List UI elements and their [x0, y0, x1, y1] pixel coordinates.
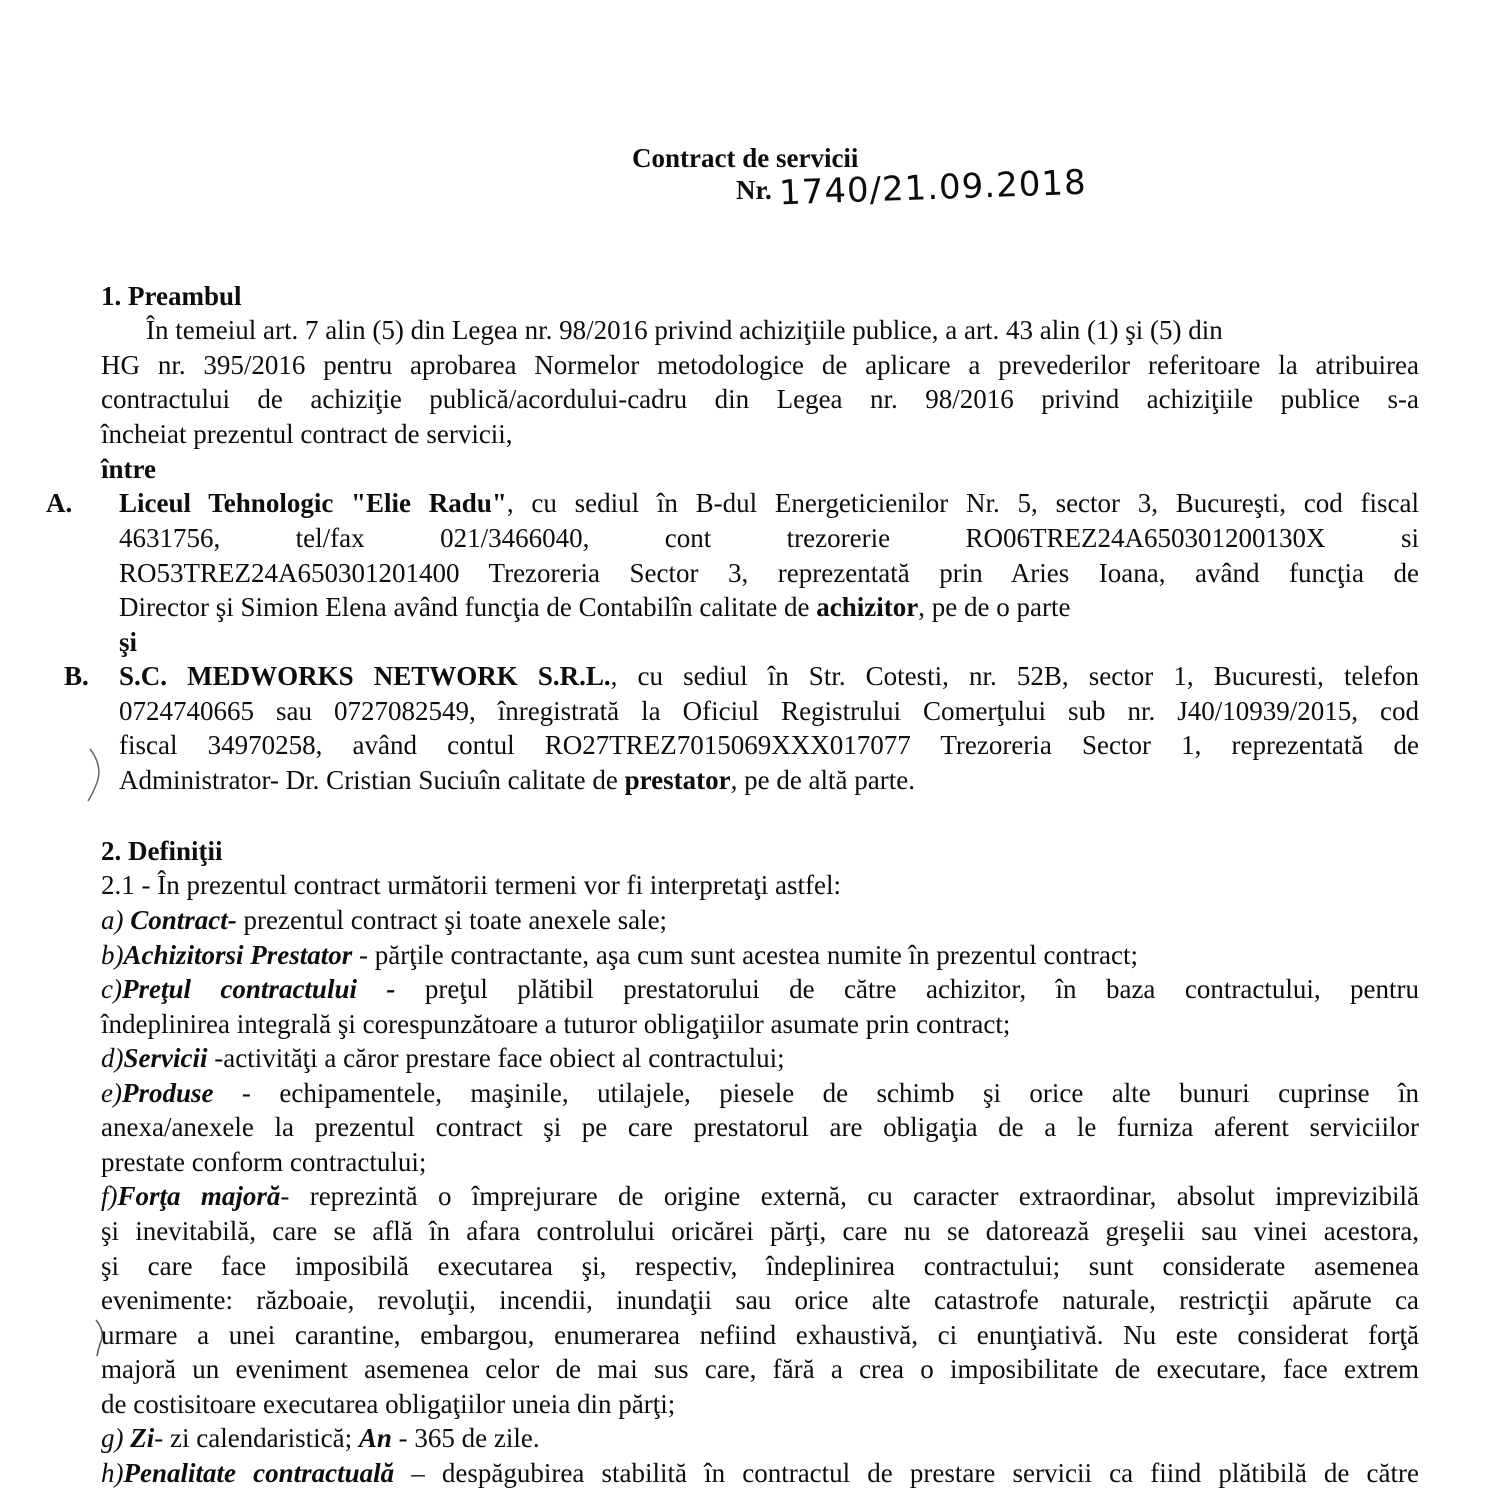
def-g-label: g)	[101, 1423, 131, 1453]
party-a-line-4	[119, 590, 1070, 624]
def-b-label: b)	[101, 940, 124, 970]
def-c-term: Preţul contractului -	[121, 974, 396, 1004]
def-f-term: Forţa majoră	[117, 1181, 281, 1211]
def-h-term: Penalitate contractuală	[123, 1458, 395, 1488]
def-g-text-2: - 365 de zile.	[391, 1423, 540, 1453]
definition-e-line-1	[101, 1076, 1419, 1110]
word-intre: între	[101, 454, 156, 484]
def-g-term-2: An	[358, 1423, 392, 1453]
party-a-name: Liceul Tehnologic "Elie Radu"	[119, 488, 507, 518]
def-a-label: a)	[101, 905, 131, 935]
def-d-term: Servicii	[123, 1043, 208, 1073]
scan-margin-mark	[82, 745, 112, 805]
party-b-line-4-end: , pe de altă parte.	[730, 765, 915, 795]
party-b-line-3: fiscal 34970258, având contul RO27TREZ7015069XXX017077 Trezoreria Sector 1, reprezentată de	[119, 730, 1419, 760]
party-a-phone: 021/3466040,	[440, 523, 590, 553]
definition-a	[101, 903, 667, 937]
word-si: şi	[119, 627, 138, 657]
definition-c-line-2: îndeplinirea integrală şi corespunzătoare a tuturor obligaţiilor asumate prin contract;	[101, 1009, 1011, 1039]
contract-number	[736, 162, 1087, 214]
def-h-text: – despăgubirea stabilită în contractul de prestare servicii ca fiind plătibilă de către	[394, 1458, 1419, 1488]
definition-g	[101, 1421, 540, 1455]
party-b-line-4-text: Administrator- Dr. Cristian Suciuîn calitate de	[119, 765, 625, 795]
party-b-line-1-text: , cu sediul în Str. Cotesti, nr. 52B, sector 1, Bucuresti, telefon	[610, 661, 1419, 691]
def-e-term: Produse	[121, 1078, 214, 1108]
definition-b	[101, 938, 1138, 972]
def-a-term: Contract-	[130, 905, 237, 935]
def-c-label: c)	[101, 974, 122, 1004]
party-a-si: si	[1400, 523, 1419, 553]
definitions-intro: 2.1 - În prezentul contract următorii termeni vor fi interpretaţi astfel:	[101, 870, 841, 900]
def-f-label: f)	[101, 1181, 118, 1211]
def-e-label: e)	[101, 1078, 122, 1108]
definition-f-line-6: majoră un eveniment asemenea celor de mai sus care, fără a crea o imposibilitate de executare, face extrem	[101, 1354, 1419, 1384]
definition-c-line-1	[101, 972, 1419, 1006]
party-b-line-4	[119, 763, 915, 797]
party-b-letter: B.	[64, 661, 89, 691]
definition-f-line-3: şi care face imposibilă executarea şi, respectiv, îndeplinirea contractului; sunt considerate asemenea	[101, 1251, 1419, 1281]
definition-d	[101, 1041, 785, 1075]
party-a-trezorerie-label: trezorerie	[786, 523, 891, 553]
party-a-line-3: RO53TREZ24A650301201400 Trezoreria Sector 3, reprezentată prin Aries Ioana, având funcţia de	[119, 558, 1419, 588]
party-b-line-1	[119, 659, 1419, 693]
party-a-line-1	[119, 486, 1419, 520]
party-a-role: achizitor	[816, 592, 919, 622]
party-a-line-4-text: Director şi Simion Elena având funcţia de Contabilîn calitate de	[119, 592, 817, 622]
preamble-line-2: HG nr. 395/2016 pentru aprobarea Normelor metodologice de aplicare a prevederilor referitoare la atribuirea	[101, 350, 1419, 380]
preamble-line-4: încheiat prezentul contract de servicii,	[101, 419, 513, 449]
def-d-text: -activităţi a căror prestare face obiect al contractului;	[207, 1043, 785, 1073]
def-g-text-1: - zi calendaristică;	[154, 1423, 359, 1453]
party-b-line-2: 0724740665 sau 0727082549, înregistrată la Oficiul Registrului Comerţului sub nr. J40/10939/2015, cod	[119, 696, 1419, 726]
preamble-line-3: contractului de achiziţie publică/acordului-cadru din Legea nr. 98/2016 privind achiziţiile publice s-a	[101, 384, 1419, 414]
party-a-line-2	[119, 521, 1419, 555]
party-a-fiscal-code: 4631756,	[119, 523, 221, 553]
def-d-label: d)	[101, 1043, 124, 1073]
definition-f-line-4: evenimente: războaie, revoluţii, incendii, inundaţii sau orice alte catastrofe naturale, restricţii apărute ca	[101, 1285, 1419, 1315]
preamble-line-1: În temeiul art. 7 alin (5) din Legea nr. 98/2016 privind achiziţiile publice, a art. 43 alin (1) şi (5) din	[146, 315, 1223, 345]
party-a-cont-label: cont	[664, 523, 712, 553]
section-1-heading: 1. Preambul	[101, 281, 242, 311]
definition-e-line-3: prestate conform contractului;	[101, 1147, 427, 1177]
def-e-text: - echipamentele, maşinile, utilajele, piesele de schimb şi orice alte bunuri cuprinse în	[213, 1078, 1419, 1108]
contract-number-label: Nr.	[736, 175, 772, 205]
definition-f-line-7: de costisitoare executarea obligaţiilor uneia din părţi;	[101, 1389, 676, 1419]
def-g-term: Zi	[130, 1423, 155, 1453]
party-a-line-4-end: , pe de o parte	[918, 592, 1071, 622]
party-a-telfax-label: tel/fax	[295, 523, 365, 553]
party-a-line-1-text: , cu sediul în B-dul Energeticienilor Nr. 5, sector 3, Bucureşti, cod fiscal	[506, 488, 1420, 518]
party-a-letter: A.	[46, 488, 73, 518]
party-b-role: prestator	[624, 765, 731, 795]
definition-h	[101, 1456, 1419, 1490]
definition-f-line-5: urmare a unei carantine, embargou, enumerarea nefiind exhaustivă, ci enunţiativă. Nu este considerat forţă	[101, 1320, 1419, 1350]
def-h-label: h)	[101, 1458, 124, 1488]
def-f-text: - reprezintă o împrejurare de origine externă, cu caracter extraordinar, absolut imprevizibilă	[280, 1181, 1419, 1211]
document-title: Contract de servicii	[632, 143, 859, 173]
def-c-text: preţul plătibil prestatorului de către achizitor, în baza contractului, pentru	[395, 974, 1419, 1004]
party-b-name: S.C. MEDWORKS NETWORK S.R.L.	[119, 661, 611, 691]
party-a-account-1: RO06TREZ24A650301200130X	[965, 523, 1326, 553]
contract-number-handwritten: 1740/21.09.2018	[777, 162, 1087, 214]
section-2-heading: 2. Definiţii	[101, 836, 223, 866]
def-a-text: prezentul contract şi toate anexele sale;	[236, 905, 668, 935]
definition-f-line-1	[101, 1179, 1419, 1213]
def-b-term: Achizitorsi Prestator	[123, 940, 353, 970]
definition-e-line-2: anexa/anexele la prezentul contract şi pe care prestatorul are obligaţia de a le furniza aferent serviciilor	[101, 1112, 1419, 1142]
def-b-text: - părţile contractante, aşa cum sunt acestea numite în prezentul contract;	[352, 940, 1138, 970]
definition-f-line-2: şi inevitabilă, care se află în afara controlului oricărei părţi, care nu se datorează greşelii sau vinei acestora,	[101, 1216, 1419, 1246]
